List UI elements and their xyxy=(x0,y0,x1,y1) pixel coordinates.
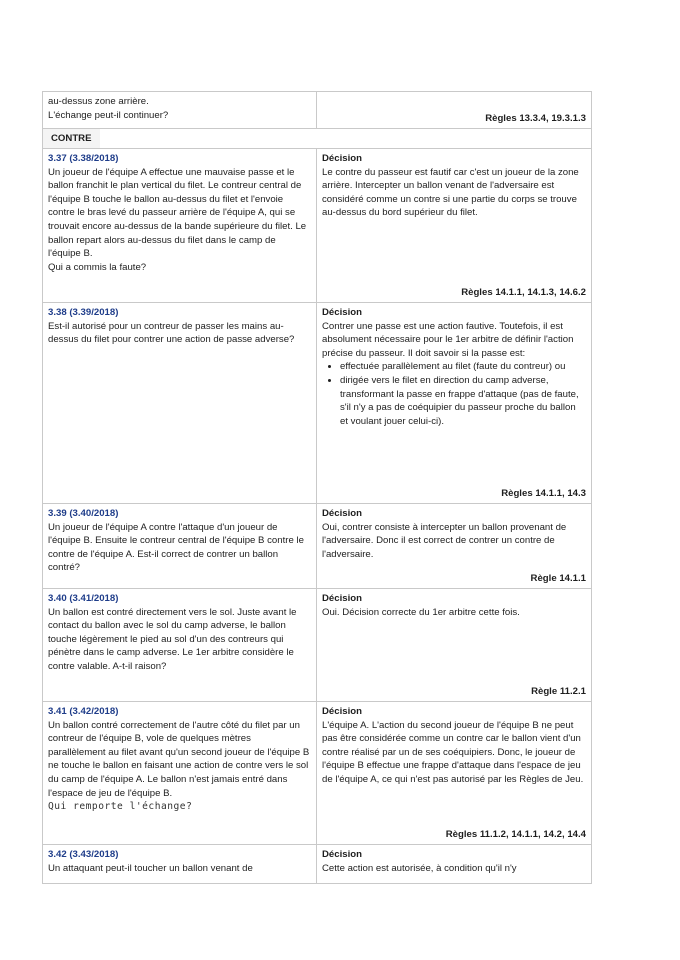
decision-bullet-list xyxy=(322,360,586,428)
decision-cell xyxy=(317,845,591,883)
rule-reference: Règles 11.1.2, 14.1.1, 14.2, 14.4 xyxy=(445,829,586,841)
question-text: Un attaquant peut-il toucher un ballon venant de xyxy=(48,862,253,874)
table-row xyxy=(43,588,591,701)
question-cell xyxy=(43,149,317,302)
decision-label: Décision xyxy=(322,307,362,318)
rule-reference: Règle 11.2.1 xyxy=(531,686,586,698)
decision-cell xyxy=(317,92,591,128)
question-text: Est-il autorisé pour un contreur de passer les mains au-dessus du filet pour contrer une action de passe adverse? xyxy=(48,320,295,346)
decision-label: Décision xyxy=(322,153,362,164)
case-id: 3.40 (3.41/2018) xyxy=(48,593,119,604)
question-cell xyxy=(43,702,317,844)
decision-text: Cette action est autorisée, à condition qu'il n'y xyxy=(322,862,517,874)
question-end: Qui a commis la faute? xyxy=(48,261,147,273)
table-row xyxy=(43,844,591,883)
table-row xyxy=(43,91,591,128)
list-item: • effectuée parallèlement au filet (faute du contreur) ou xyxy=(340,360,586,374)
question-text: au-dessus zone arrière. xyxy=(48,96,149,107)
question-cell xyxy=(43,589,317,701)
decision-cell xyxy=(317,149,591,302)
case-id: 3.42 (3.43/2018) xyxy=(48,849,119,860)
decision-cell xyxy=(317,303,591,503)
decision-cell xyxy=(317,504,591,588)
list-item: • dirigée vers le filet en direction du camp adverse, transformant la passe en frappe d'attaque (pas de faute, s'il n'y a pas de coéquipier du passeur proche du ballon et voulant jouer celui-ci). xyxy=(340,374,586,428)
decision-label: Décision xyxy=(322,849,362,860)
case-id: 3.37 (3.38/2018) xyxy=(48,153,119,164)
decision-cell xyxy=(317,702,591,844)
rule-reference: Règles 14.1.1, 14.1.3, 14.6.2 xyxy=(461,287,586,299)
rule-reference: Règle 14.1.1 xyxy=(530,573,586,585)
decision-text: Contrer une passe est une action fautive. Toutefois, il est absolument nécessaire pour le 1er arbitre de définir l'action précise du passeur. Il doit savoir si la passe est: xyxy=(322,320,574,359)
rulings-table xyxy=(42,91,592,884)
decision-text: L'équipe A. L'action du second joueur de l'équipe B ne peut pas être considérée comme un contre car le ballon vient d'un contre réalisé par un de ses coéquipiers. Donc, le joueur de l'équipe B effectue une frappe d'attaque dans l'espace de jeu de l'équipe A, ce qui n'est pas autorisé par les Règles de Jeu. xyxy=(322,719,584,785)
decision-text: Oui, contrer consiste à intercepter un ballon provenant de l'adversaire. Donc il est correct de contrer un contre de l'adversaire. xyxy=(322,521,567,560)
question-text: Un joueur de l'équipe A contre l'attaque d'un joueur de l'équipe B. Ensuite le contreur central de l'équipe B contre le contre de l'équipe A. Est-il correct de contrer un ballon contré? xyxy=(48,521,304,574)
question-cell xyxy=(43,303,317,503)
decision-cell xyxy=(317,589,591,701)
question-text: Un ballon contré correctement de l'autre côté du filet par un contreur de l'équipe B, vole de quelques mètres parallèlement au filet avant qu'un second joueur de l'équipe B ne touche le ballon en faisant une action de contre vers le sol du camp de l'équipe A. Le ballon n'est jamais entré dans l'espace de jeu de l'équipe B. xyxy=(48,719,310,799)
case-id: 3.38 (3.39/2018) xyxy=(48,307,119,318)
question-text: L'échange peut-il continuer? xyxy=(48,109,169,121)
table-row xyxy=(43,701,591,844)
question-text: Un ballon est contré directement vers le sol. Juste avant le contact du ballon avec le sol du camp adverse, le ballon touche légèrement le pied au sol d'un des contreurs qui pénètre dans le camp adverse. Le 1er arbitre considère le contre valable. A-t-il raison? xyxy=(48,606,297,672)
decision-label: Décision xyxy=(322,593,362,604)
table-row xyxy=(43,503,591,588)
question-cell xyxy=(43,504,317,588)
section-title: CONTRE xyxy=(43,129,100,148)
rule-reference: Règles 14.1.1, 14.3 xyxy=(501,488,586,500)
section-header-row xyxy=(43,128,591,148)
question-text: Un joueur de l'équipe A effectue une mauvaise passe et le ballon franchit le plan vertical du filet. Le contreur central de l'équipe B touche le ballon au-dessus du filet et l'envoie contre le bras levé du passeur arrière de l'équipe A, qui se trouvait encore au-dessus de la bande supérieure du filet. Le ballon repart alors au-dessus du filet dans le camp de l'équipe B. xyxy=(48,166,307,260)
decision-label: Décision xyxy=(322,508,362,519)
decision-text: Le contre du passeur est fautif car c'est un joueur de la zone arrière. Intercepter un ballon venant de l'adversaire est considéré comme un contre si une partie du corps se trouve au-dessus du bord supérieur du filet. xyxy=(322,166,579,219)
decision-text: Oui. Décision correcte du 1er arbitre cette fois. xyxy=(322,606,520,618)
case-id: 3.39 (3.40/2018) xyxy=(48,508,119,519)
question-cell xyxy=(43,92,317,128)
case-id: 3.41 (3.42/2018) xyxy=(48,706,119,717)
rule-reference: Règles 13.3.4, 19.3.1.3 xyxy=(485,113,586,125)
table-row xyxy=(43,302,591,503)
table-row xyxy=(43,148,591,302)
question-end: Qui remporte l'échange? xyxy=(48,801,193,813)
question-cell xyxy=(43,845,317,883)
decision-label: Décision xyxy=(322,706,362,717)
